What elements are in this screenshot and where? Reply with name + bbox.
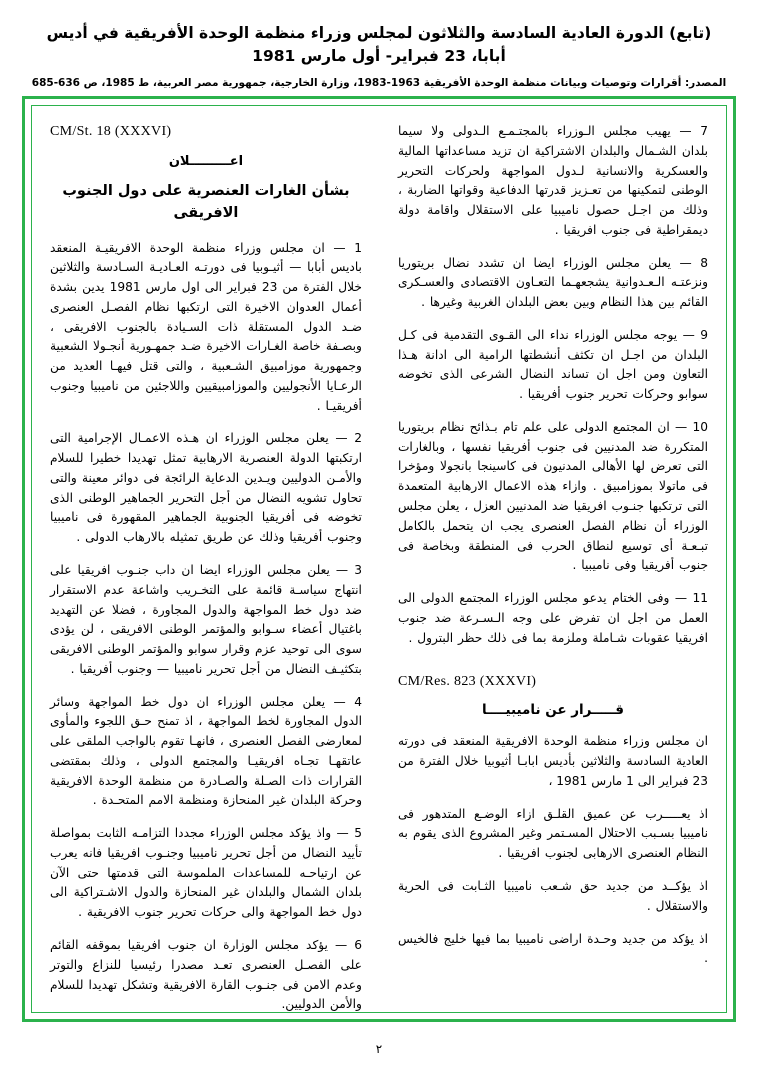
paragraph-11: 11 — وفى الختام يدعو مجلس الوزراء المجتمع الدولى الى العمل من اجل ان تفرض على وجه الـسـرعة ضد جنوب افريقيا عقوبات شـاملة وملزمة بما فى ذلك حظر البترول . <box>397 591 708 645</box>
resolution-intro: ان مجلس وزراء منظمة الوحدة الافريقية المنعقد فى دورته العادية السادسة والثلاثين بأديس ابابـا أثيوبيا خلال الفترة من 23 فبراير الى 1 مارس 1981 ، <box>397 734 708 788</box>
statement-paragraph-5: 5 — واذ يؤكد مجلس الوزراء مجددا التزامـه الثابت بمواصلة تأييد النضال من أجل تحرير ناميبيا وجنـوب افريقيا فانه يعرب عن ارتياحـه للمساعدات الملموسة التى قدمتها حتى الآن بلدان الشمال والبلدان غير المنحازة والدول الاشـتراكية الى دول خط المواجهة والى حركات تحرير جنوب الافريقية . <box>50 826 362 920</box>
paragraph-10: 10 — ان المجتمع الدولى على علم تام بـذائح نظام بريتوريا المتكررة ضد المدنيين فى جنوب أفريقيا نفسها ، وبالغارات التى تعرض لها الأهالى المدنيون فى كاسينجا بانجولا ومؤخرا فى ماتولا بموزامبيق . وازاء هذه الاعمال الارهابية المتعمدة التى ترتكبها جنـوب افريقيا ضد المدنيين العزل ، يعلن مجلس الوزراء أن نظام الفصل العنصرى يجب ان يتحمل بالكامل تبـعـة أى توسيع لنطاق الحرب فى المنطقة وبخاصة فى جنوب أفريقيا وفى ناميبيا . <box>397 419 708 573</box>
column-left <box>50 122 366 1012</box>
paragraph-9: 9 — يوجه مجلس الوزراء نداء الى القـوى التقدمية فى كـل البلدان من اجـل ان تكثف أنشطتها الرامية الى ادانة هـذا التعاون ومن اجل ان تساند النضال الشرعى الذى تخوضه سوابو وحركات تحرير جنوب أفريقيا . <box>397 327 708 402</box>
paragraph-7: 7 — يهيب مجلس الـوزراء بالمجتـمـع الـدولى ولا سيما بلدان الشـمال والبلدان الاشتراكية ان تزيد مساعداتها المالية والعسكرية والانسانية لـدول المواجهة ولحركات التحرير الوطنى لتمكينها من تعـزيز قدرتها الدفاعية وقواتها الضاربة ، وذلك من اجـل حصول ناميبيا على الاستقلال واقامة دولة ديمقراطية فى جنوب افريقيا . <box>397 124 708 237</box>
page-title: (تابع) الدورة العادية السادسة والثلاثون لمجلس وزراء منظمة الوحدة الأفريقية في أديس أبابا، 23 فبراير- أول مارس 1981 <box>46 24 712 66</box>
content-frame <box>22 96 736 1022</box>
statement-paragraph-1: 1 — ان مجلس وزراء منظمة الوحدة الافريقيـة المنعقد باديس أبابا — أثيـوبيا فى دورتـه العـاديـة السـادسة والثلاثين خلال الفترة من 23 فبراير الى اول مارس 1981 يدين بشدة أعمال العدوان الاخيرة التى ارتكبها نظام الفصـل العنصرى ضـد الدول المستقلة ذات السـيادة بالجنوب الافريقى ، وبصـفة خاصة الغـارات الاخيرة ضـد جمهـورية أنجـولا الشعبية وجمهورية موزامبيق الشـعبية ، والتى قتل فيهـا العديد من الرعـايا الأنجوليين والموزامبيقيين واللاجئين من ناميبيا وجنوب أفريقيـا . <box>50 240 362 413</box>
statement-paragraph-6: 6 — يؤكد مجلس الوزارة ان جنوب افريقيا بموقفه القائم على الفصـل العنصرى تعـد مصدرا رئيسيا للنزاع والتوتر وعدم الامن فى جنـوب القارة الافريقية وتشكل تهديدا للسلام والأمن الدوليين. <box>50 938 362 1012</box>
page-number: ٢ <box>375 1042 383 1056</box>
resolution-code: CM/Res. 823 (XXXVI) <box>397 674 537 690</box>
resolution-clause-1: اذ يعـــــرب عن عميق القلـق ازاء الوضـع المتدهور فى ناميبيا بسـبب الاحتلال المسـتمر وغير المشروع الذى يقوم به النظام العنصرى الارهابى لجنوب افريقيا . <box>397 806 708 861</box>
statement-paragraph-4: 4 — يعلن مجلس الوزراء ان دول خط المواجهة وسائر الدول المجاورة لخط المواجهة ، اذ تمنح حـق اللجوء والمأوى لمعارضى الفصل العنصرى ، فانهـا تقوم بالواجب الملقى على عاتقهـا تجـاه افريقيـا والمجتمع الدولى ، وذلك بمقتضى القرارات ذات الصـلة والصـادرة من منظمة الوحدة الافريقية وحركة البلدان غير المنحازة ومنظمة الامم المتحـدة . <box>50 694 362 808</box>
resolution-clause-3: اذ يؤكد من جديد وحـدة اراضى ناميبيا بما فيها خليج فالخيس . <box>397 931 708 966</box>
statement-subtitle: بشأن الغارات العنصرية على دول الجنوب الافريقى <box>62 183 350 221</box>
content-frame-inner <box>31 105 727 1013</box>
statement-paragraph-3: 3 — يعلن مجلس الوزراء ايضا ان داب جنـوب افريقيا على انتهاج سياسـة قائمة على التخـريب واشاعة عدم الاستقرار ضد دول خط المواجهة والدول المجاورة ، فضلا عن التهديد باغتيال أعضاء سـوابو والمؤتمر الوطنى الافريقى ، لن يؤدى سوى الى توحيد عزم وقرار سوابو والمؤتمر الوطنى الافريقى بتكثيـف النضال من أجل تحرير ناميبيا — وجنوب أفريقيا . <box>50 562 362 676</box>
page-header <box>0 0 758 91</box>
source-line: المصدر: أقرارات وتوصيات وبيانات منظمة الوحدة الأفريقية 1963-1983، وزارة الخارجية، جمهورية مصر العربية، ط 1985، ص 636-685 <box>31 76 727 89</box>
resolution-title: قـــــرار عن ناميبيــــا <box>481 702 624 719</box>
statement-paragraph-2: 2 — يعلن مجلس الوزراء ان هـذه الاعمـال الإجرامية التى ارتكبتها الدولة العنصرية الارهابية تمثل تهديدا خطيرا للسلام والأمـن الدوليين ويـدين الدعاية الرائجة فى دوائر معينة والتى تحاول تشويه النضال من أجل التحرير الجماهير الوطنى الذى تخوضه فى أفريقيا الجنوبية الجماهير المقهورة فى ناميبيا وجنوب أفريقيا وذلك عن طريق تمثيله بالارهاب الدولى . <box>50 431 362 545</box>
statement-code: CM/St. 18 (XXXVI) <box>50 124 172 139</box>
statement-kicker: اعـــــــــلان <box>168 154 244 169</box>
resolution-clause-2: اذ يؤكــد من جديد حق شـعب ناميبيا الثـابت فى الحرية والاستقلال . <box>397 878 708 913</box>
paragraph-8: 8 — يعلن مجلس الوزراء ايضا ان تشدد نضال بريتوريا ونزعتـه الـعـدوانية يشجعهـما التعـاون الاقتصادى والعسـكرى القائم بين هذا النظام وبين بعض البلدان الغربية وغيرها . <box>397 255 708 310</box>
two-column-layout <box>50 122 708 1012</box>
column-right <box>392 122 708 996</box>
